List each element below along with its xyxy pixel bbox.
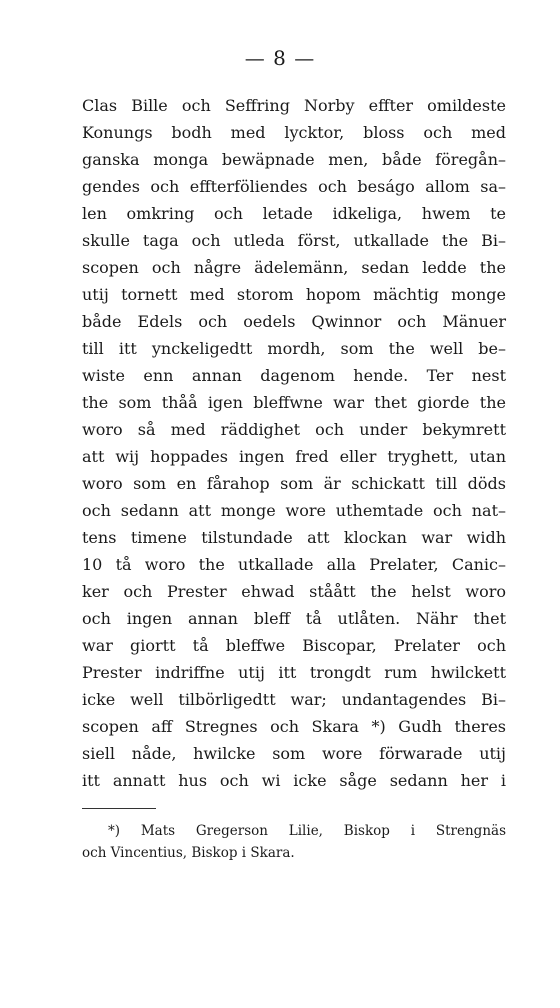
text-line: och ingen annan bleff tå utlåten. Nähr thet <box>82 609 506 628</box>
text-line: scopen och någre ädelemänn, sedan ledde the <box>82 258 506 277</box>
text-line: Clas Bille och Seffring Norby effter omildeste <box>82 96 506 115</box>
text-line: woro så med räddighet och under bekymrett <box>82 420 506 439</box>
text-line: gendes och effterföliendes och beságo allom sa– <box>82 177 506 196</box>
footnote-line: *) Mats Gregerson Lilie, Biskop i Strengnäs <box>108 823 506 839</box>
text-line: att wij hoppades ingen fred eller tryghett, utan <box>82 447 506 466</box>
page-number: — 8 — <box>244 46 316 70</box>
body-text <box>82 92 506 794</box>
text-line: till itt ynckeligedtt mordh, som the well be– <box>82 339 506 358</box>
text-line: tens timene tilstundade att klockan war widh <box>82 528 506 547</box>
text-line: ganska monga bewäpnade men, både föregån– <box>82 150 506 169</box>
text-line: både Edels och oedels Qwinnor och Mänuer <box>82 312 506 331</box>
text-line: scopen aff Stregnes och Skara *) Gudh theres <box>82 717 506 736</box>
footnote <box>82 820 506 864</box>
text-line: 10 tå woro the utkallade alla Prelater, Canic– <box>82 555 506 574</box>
text-line: skulle taga och utleda först, utkallade the Bi– <box>82 231 506 250</box>
text-line: Prester indriffne utij itt trongdt rum hwilckett <box>82 663 506 682</box>
text-line: siell nåde, hwilcke som wore förwarade utij <box>82 744 506 763</box>
text-line: itt annatt hus och wi icke såge sedann her i <box>82 771 506 790</box>
footnote-line: och Vincentius, Biskop i Skara. <box>82 845 295 861</box>
text-line: war giortt tå bleffwe Biscopar, Prelater och <box>82 636 506 655</box>
text-line: woro som en fårahop som är schickatt till döds <box>82 474 506 493</box>
text-line: Konungs bodh med lycktor, bloss och med <box>82 123 506 142</box>
footnote-divider <box>82 808 156 809</box>
text-line: ker och Prester ehwad ståått the helst woro <box>82 582 506 601</box>
text-line: the som thåå igen bleffwne war thet giorde the <box>82 393 506 412</box>
text-line: och sedann att monge wore uthemtade och nat– <box>82 501 506 520</box>
text-line: len omkring och letade idkeliga, hwem te <box>82 204 506 223</box>
text-line: icke well tilbörligedtt war; undantagendes Bi– <box>82 690 506 709</box>
text-line: wiste enn annan dagenom hende. Ter nest <box>82 366 506 385</box>
text-line: utij tornett med storom hopom mächtig monge <box>82 285 506 304</box>
